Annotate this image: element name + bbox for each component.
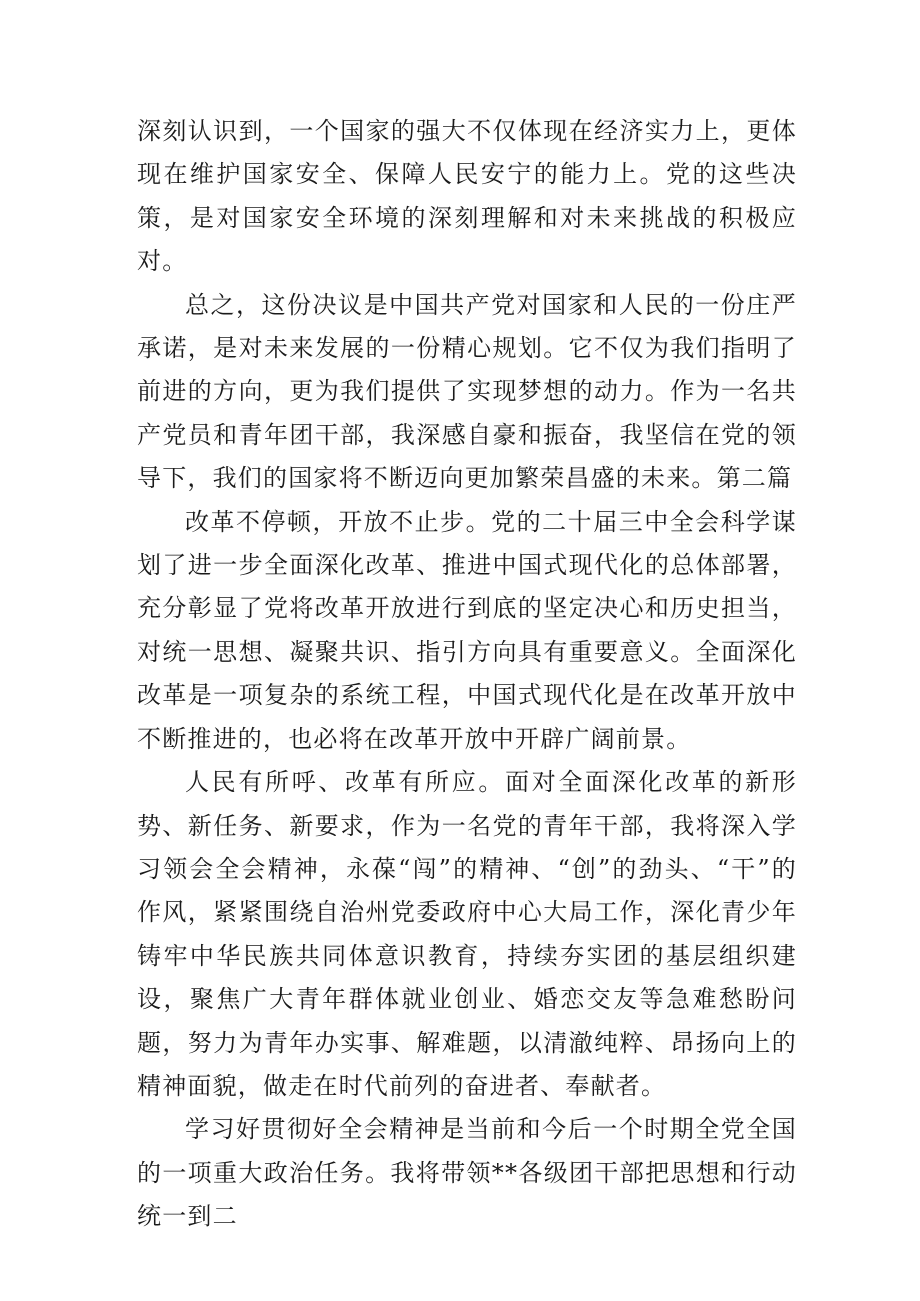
paragraph-people: 人民有所呼、改革有所应。面对全面深化改革的新形势、新任务、新要求，作为一名党的青年干部，我将深入学习领会全会精神，永葆“闯”的精神、“创”的劲头、“干”的作风，紧紧围绕自治州党委政府中心大局工作，深化青少年铸牢中华民族共同体意识教育，持续夯实团的基层组织建设，聚焦广大青年群体就业创业、婚恋交友等急难愁盼问题，努力为青年办实事、解难题，以清澈纯粹、昂扬向上的精神面貌，做走在时代前列的奋进者、奉献者。 [137, 768, 797, 1100]
paragraph-study: 学习好贯彻好全会精神是当前和今后一个时期全党全国的一项重大政治任务。我将带领**各级团干部把思想和行动统一到二 [137, 1115, 797, 1231]
document-body [137, 110, 797, 1239]
paragraph-reform: 改革不停顿，开放不止步。党的二十届三中全会科学谋划了进一步全面深化改革、推进中国式现代化的总体部署，充分彰显了党将改革开放进行到底的坚定决心和历史担当，对统一思想、凝聚共识、指引方向具有重要意义。全面深化改革是一项复杂的系统工程，中国式现代化是在改革开放中不断推进的，也必将在改革开放中开辟广阔前景。 [137, 507, 797, 753]
paragraph-continuation: 深刻认识到，一个国家的强大不仅体现在经济实力上，更体现在维护国家安全、保障人民安宁的能力上。党的这些决策，是对国家安全环境的深刻理解和对未来挑战的积极应对。 [137, 117, 797, 276]
paragraph-conclusion: 总之，这份决议是中国共产党对国家和人民的一份庄严承诺，是对未来发展的一份精心规划。它不仅为我们指明了前进的方向，更为我们提供了实现梦想的动力。作为一名共产党员和青年团干部，我深感自豪和振奋，我坚信在党的领导下，我们的国家将不断迈向更加繁荣昌盛的未来。第二篇 [137, 290, 797, 493]
